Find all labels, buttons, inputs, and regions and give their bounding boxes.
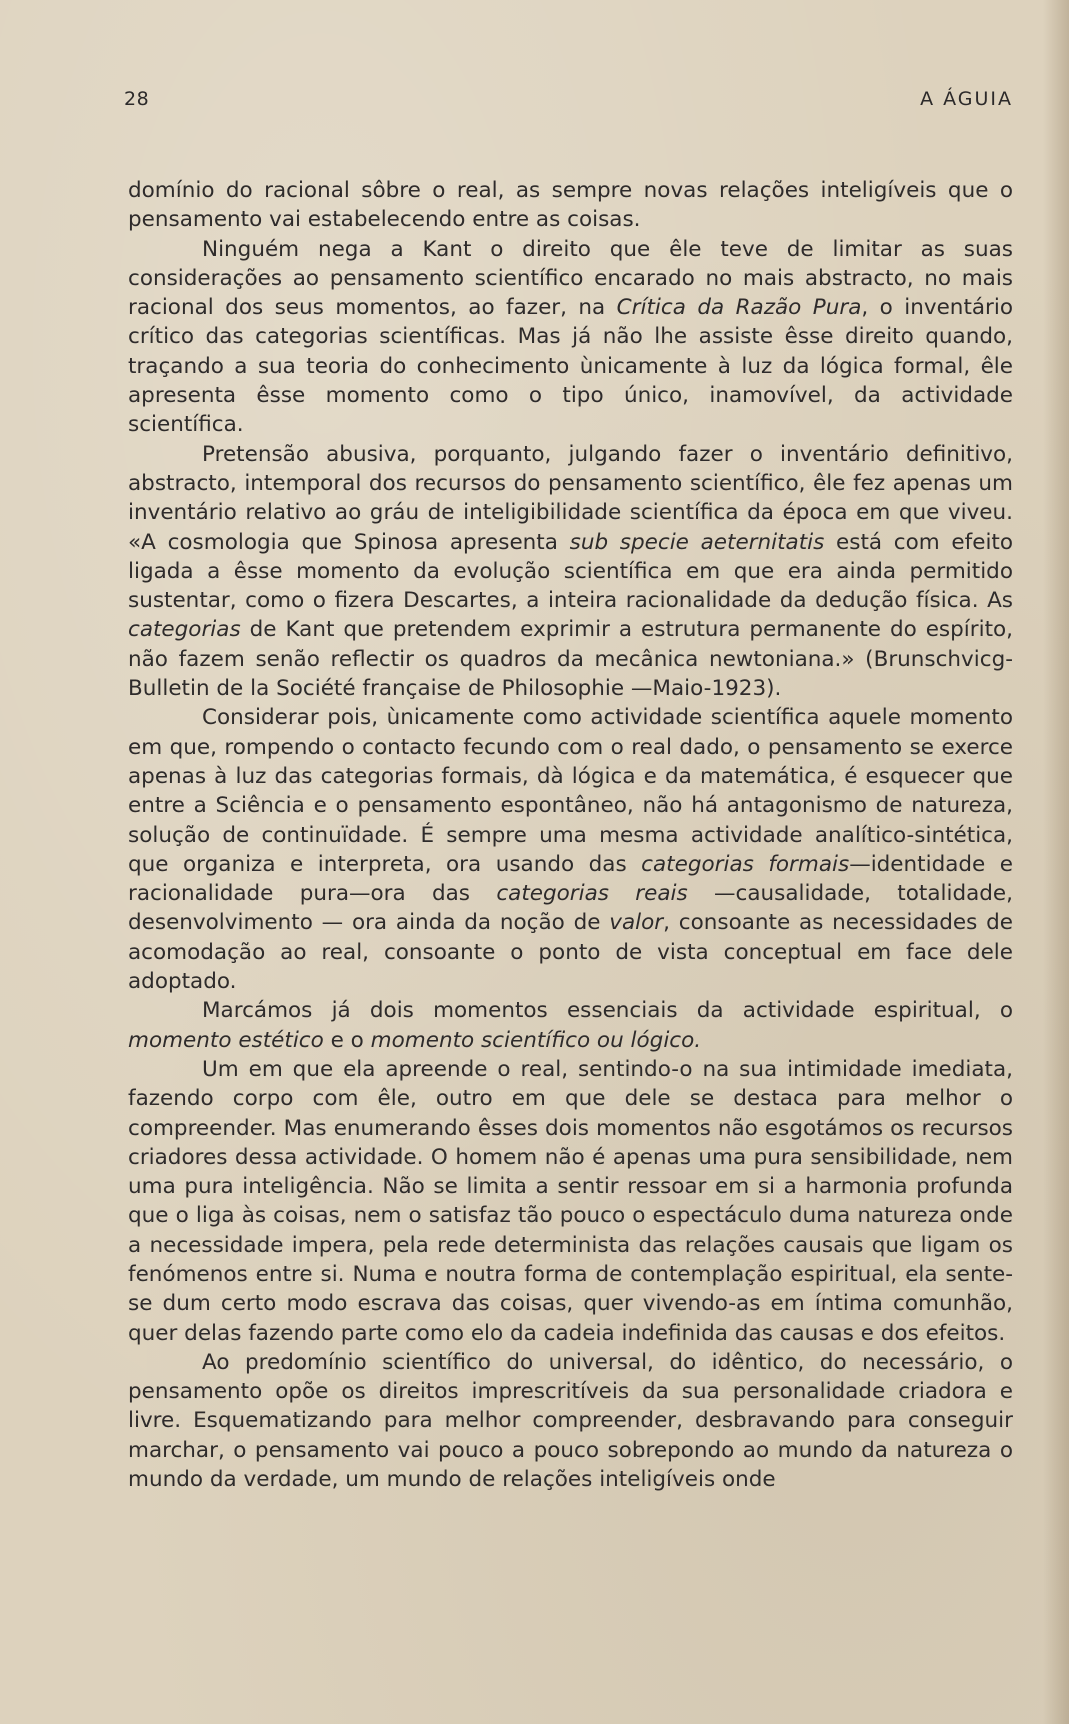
- page-header: [124, 88, 1013, 118]
- italic-text: momento estético: [128, 1027, 324, 1053]
- paragraph: [128, 235, 1013, 440]
- italic-text: categorias: [128, 617, 241, 643]
- italic-text: Crítica da Razão Pura: [616, 295, 862, 321]
- paragraph: [128, 1055, 1013, 1348]
- paragraph: [128, 440, 1013, 704]
- paragraph: [128, 1348, 1013, 1494]
- text-run: , o inventário crítico das categorias scientíficas. Mas já não lhe assiste êsse direito quando, traçando a sua teoria do conhecimento ùnicamente à luz da lógica formal, êle apresenta êsse momento como o tipo único, inamovível, da actividade scientífica.: [128, 295, 1014, 438]
- italic-text: categorias reais: [496, 881, 688, 907]
- text-run: —identidade e racionalidade pura—ora das: [128, 851, 1013, 907]
- text-run: Um em que ela apreende o real, sentindo-o na sua intimidade imediata, fazendo corpo com êle, outro em que dele se destaca para melhor o compreender. Mas enumerando êsses dois momentos não esgotámos os recursos criadores dessa actividade. O homem não é apenas uma pura sensibilidade, nem uma pura inteligência. Não se limita a sentir ressoar em si a harmonia profunda que o liga às coisas, nem o satisfaz tão pouco o espectáculo duma natureza onde a necessidade impera, pela rede determinista das relações causais que ligam os fenómenos entre si. Numa e noutra forma de contemplação espiritual, ela sente-se dum certo modo escrava das coisas, quer vivendo-as em íntima comunhão, quer delas fazendo parte como elo da cadeia indefinida das causas e dos efeitos.: [128, 1056, 1013, 1346]
- text-run: , consoante as necessidades de acomodação ao real, consoante o ponto de vista conceptual em face dele adoptado.: [128, 910, 1013, 995]
- paragraph: [128, 996, 1013, 1055]
- page-number: 28: [124, 88, 150, 110]
- italic-text: valor: [609, 910, 664, 936]
- text-run: —causalidade, totalidade, desenvolvimento — ora ainda da noção de: [128, 881, 1013, 936]
- text-run: de Kant que pretendem exprimir a estrutura permanente do espírito, não fazem senão reflectir os quadros da mecânica newtoniana.» (Brunschvicg-Bulletin de la Société française de Philosophie —Maio-1923).: [128, 617, 1013, 702]
- page-edge-shadow: [1043, 0, 1069, 1724]
- text-run: Pretensão abusiva, porquanto, julgando fazer o inventário definitivo, abstracto, intemporal dos recursos do pensamento scientífico, êle fez apenas um inventário relativo ao gráu de inteligibilidade scientífica da época em que viveu. «A cosmologia que Spinosa apresenta: [128, 441, 1013, 555]
- running-head: A ÁGUIA: [920, 88, 1013, 110]
- text-run: está com efeito ligada a êsse momento da evolução scientífica em que era ainda permitido sustentar, como o fizera Descartes, a inteira racionalidade da dedução física. As: [128, 529, 1014, 614]
- paragraph: [128, 176, 1013, 235]
- text-run: domínio do racional sôbre o real, as sempre novas relações inteligíveis que o pensamento vai estabelecendo entre as coisas.: [128, 178, 1013, 233]
- italic-text: categorias formais: [641, 851, 850, 877]
- text-run: Considerar pois, ùnicamente como actividade scientífica aquele momento em que, rompendo o contacto fecundo com o real dado, o pensamento se exerce apenas à luz das categorias formais, dà lógica e da matemática, é esquecer que entre a Sciência e o pensamento espontâneo, não há antagonismo de natureza, solução de continuïdade. É sempre uma mesma actividade analítico-sintética, que organiza e interpreta, ora usando das: [128, 705, 1013, 877]
- text-run: Ninguém nega a Kant o direito que êle teve de limitar as suas considerações ao pensamento scientífico encarado no mais abstracto, no mais racional dos seus momentos, ao fazer, na: [128, 236, 1013, 321]
- text-run: e o: [323, 1027, 371, 1053]
- body-text: [128, 176, 1013, 1494]
- text-run: Ao predomínio scientífico do universal, do idêntico, do necessário, o pensamento opõe os direitos imprescritíveis da sua personalidade criadora e livre. Esquematizando para melhor compreender, desbravando para conseguir marchar, o pensamento vai pouco a pouco sobrepondo ao mundo da natureza o mundo da verdade, um mundo de relações inteligíveis onde: [128, 1349, 1013, 1493]
- italic-text: momento scientífico ou lógico.: [370, 1027, 702, 1053]
- paragraph: [128, 703, 1013, 996]
- text-run: Marcámos já dois momentos essenciais da actividade espiritual, o: [202, 998, 1013, 1024]
- italic-text: sub specie aeternitatis: [569, 529, 825, 555]
